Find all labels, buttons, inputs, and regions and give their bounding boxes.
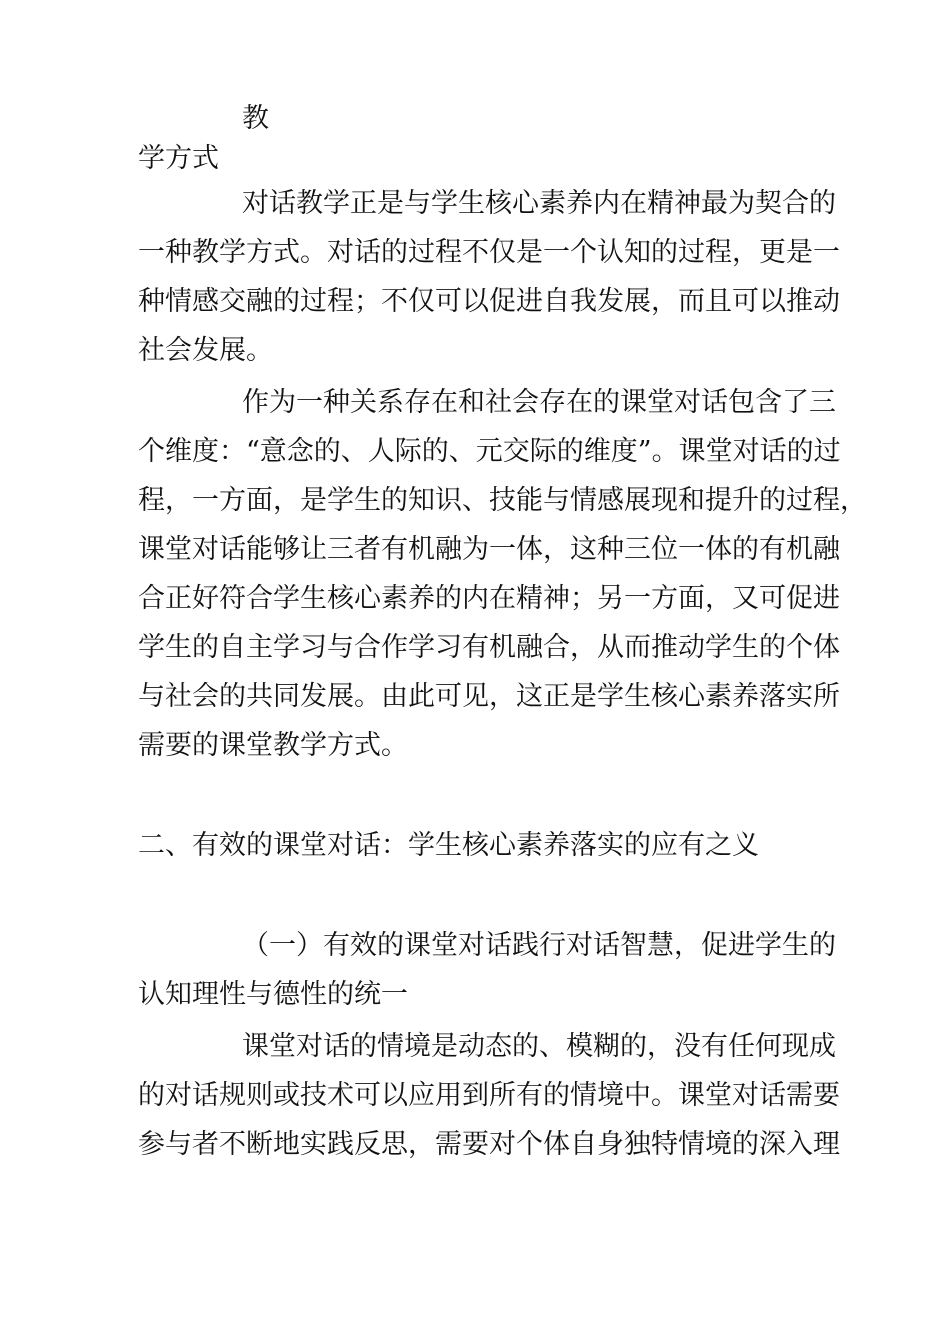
heading-fragment-part2: 学方式 bbox=[138, 143, 219, 174]
paragraph-line: 合正好符合学生核心素养的内在精神；另一方面，又可促进 bbox=[138, 583, 840, 614]
subsection-heading-line: 认知理性与德性的统一 bbox=[138, 979, 408, 1010]
paragraph-line: 对话教学正是与学生核心素养内在精神最为契合的 bbox=[242, 188, 836, 219]
paragraph-line: 种情感交融的过程；不仅可以促进自我发展，而且可以推动 bbox=[138, 286, 840, 317]
heading-fragment-part1: 教 bbox=[242, 103, 269, 134]
paragraph-line: 程，一方面，是学生的知识、技能与情感展现和提升的过程， bbox=[138, 485, 867, 516]
paragraph-line: 的对话规则或技术可以应用到所有的情境中。课堂对话需要 bbox=[138, 1080, 840, 1111]
paragraph-line: 个维度：“意念的、人际的、元交际的维度”。课堂对话的过 bbox=[138, 436, 841, 467]
paragraph-line: 与社会的共同发展。由此可见，这正是学生核心素养落实所 bbox=[138, 681, 840, 712]
subsection-heading-line: （一）有效的课堂对话践行对话智慧，促进学生的 bbox=[242, 930, 836, 961]
paragraph-line: 作为一种关系存在和社会存在的课堂对话包含了三 bbox=[242, 387, 836, 418]
paragraph-line: 一种教学方式。对话的过程不仅是一个认知的过程，更是一 bbox=[138, 237, 840, 268]
section-heading: 二、有效的课堂对话：学生核心素养落实的应有之义 bbox=[138, 830, 759, 861]
paragraph-line: 参与者不断地实践反思，需要对个体自身独特情境的深入理 bbox=[138, 1129, 840, 1160]
paragraph-line: 需要的课堂教学方式。 bbox=[138, 730, 408, 761]
paragraph-line: 课堂对话能够让三者有机融为一体，这种三位一体的有机融 bbox=[138, 534, 840, 565]
paragraph-line: 社会发展。 bbox=[138, 335, 273, 366]
paragraph-line: 学生的自主学习与合作学习有机融合，从而推动学生的个体 bbox=[138, 632, 840, 663]
paragraph-line: 课堂对话的情境是动态的、模糊的，没有任何现成 bbox=[242, 1031, 836, 1062]
